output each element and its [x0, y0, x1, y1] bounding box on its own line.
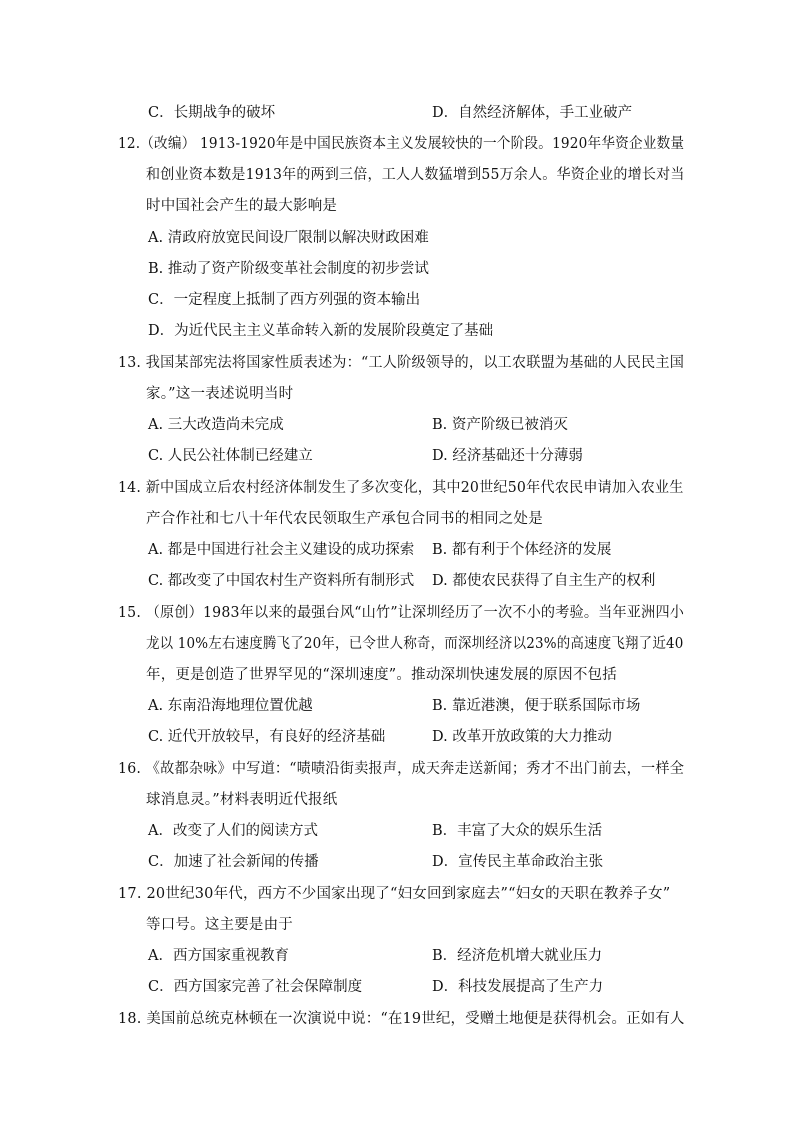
q16-stem-line-1: 16. 《故都杂咏》中写道：“啧啧沿街卖报声，成天奔走送新闻；秀才不出门前去，一样全 — [118, 761, 685, 777]
q12-stem-line-2: 和创业资本数是1913年的两到三倍，工人人数猛增到55万余人。华资企业的增长对当 — [146, 167, 685, 183]
q16-option-d: D．宣传民主革命政治主张 — [432, 854, 604, 870]
q14-option-a: A. 都是中国进行社会主义建设的成功探索 — [148, 542, 415, 558]
q15-option-a: A. 东南沿海地理位置优越 — [148, 698, 313, 714]
q12-option-c: C．一定程度上抵制了西方列强的资本输出 — [148, 292, 421, 308]
q13-option-a: A. 三大改造尚未完成 — [148, 417, 284, 433]
q15-stem-line-3: 年，更是创造了世界罕见的“深圳速度”。推动深圳快速发展的原因不包括 — [146, 667, 617, 683]
q12-option-d: D．为近代民主主义革命转入新的发展阶段奠定了基础 — [148, 323, 494, 339]
q16-option-b: B．丰富了大众的娱乐生活 — [432, 823, 603, 839]
q17-option-b: B．经济危机增大就业压力 — [432, 948, 603, 964]
q17-stem-line-2: 等口号。这主要是由于 — [146, 917, 293, 933]
q18-stem-line-1: 18. 美国前总统克林顿在一次演说中说：“在19世纪，受赠土地便是获得机会。正如有人 — [118, 1011, 685, 1027]
q13-option-d: D. 经济基础还十分薄弱 — [432, 448, 583, 464]
q15-option-b: B. 靠近港澳，便于联系国际市场 — [432, 698, 641, 714]
q14-option-d: D. 都使农民获得了自主生产的权利 — [432, 573, 656, 589]
q14-stem-line-2: 产合作社和七八十年代农民领取生产承包合同书的相同之处是 — [146, 511, 543, 527]
q13-stem-line-2: 家。”这一表述说明当时 — [146, 386, 294, 402]
q13-option-b: B. 资产阶级已被消灭 — [432, 417, 568, 433]
q12-stem-line-1: 12.（改编） 1913-1920年是中国民族资本主义发展较快的一个阶段。1920年华资企业数量 — [118, 136, 685, 152]
q17-stem-line-1: 17. 20世纪30年代，西方不少国家出现了“妇女回到家庭去”“妇女的天职在教养子女” — [118, 886, 671, 902]
q15-option-d: D. 改革开放政策的大力推动 — [432, 729, 612, 745]
q16-option-c: C．加速了社会新闻的传播 — [148, 854, 319, 870]
q15-option-c: C. 近代开放较早，有良好的经济基础 — [148, 729, 386, 745]
q15-stem-line-1: 15. （原创）1983年以来的最强台风“山竹”让深圳经历了一次不小的考验。当年亚洲四小 — [118, 605, 685, 621]
q17-option-a: A．西方国家重视教育 — [148, 948, 289, 964]
q12-option-b: B. 推动了资产阶级变革社会制度的初步尝试 — [148, 261, 429, 277]
q17-option-c: C．西方国家完善了社会保障制度 — [148, 979, 363, 995]
q14-option-c: C. 都改变了中国农村生产资料所有制形式 — [148, 573, 415, 589]
q13-stem-line-1: 13. 我国某部宪法将国家性质表述为：“工人阶级领导的，以工农联盟为基础的人民民主国 — [118, 355, 685, 371]
q11-option-c: C．长期战争的破坏 — [148, 105, 276, 121]
q12-option-a: A. 清政府放宽民间设厂限制以解决财政困难 — [148, 230, 429, 246]
q16-option-a: A．改变了人们的阅读方式 — [148, 823, 318, 839]
q11-option-d: D．自然经济解体，手工业破产 — [432, 105, 633, 121]
q12-stem-line-3: 时中国社会产生的最大影响是 — [146, 198, 338, 214]
q17-option-d: D．科技发展提高了生产力 — [432, 979, 604, 995]
q15-stem-line-2: 龙以 10%左右速度腾飞了20年，已令世人称奇，而深圳经济以23%的高速度飞翔了近40 — [146, 636, 684, 652]
q13-option-c: C. 人民公社体制已经建立 — [148, 448, 313, 464]
q14-stem-line-1: 14. 新中国成立后农村经济体制发生了多次变化，其中20世纪50年代农民申请加入农业生 — [118, 480, 684, 496]
q16-stem-line-2: 球消息灵。”材料表明近代报纸 — [146, 792, 338, 808]
q14-option-b: B. 都有利于个体经济的发展 — [432, 542, 612, 558]
